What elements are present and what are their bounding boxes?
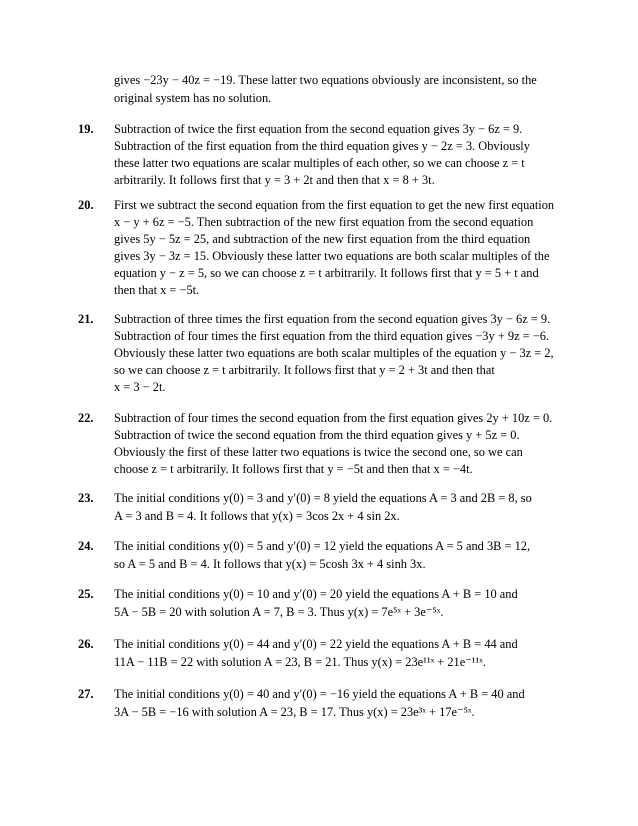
text-line: gives −23y − 40z = −19. These latter two equations obviously are inconsistent, so the xyxy=(114,73,537,87)
text-line: then that x = −5t. xyxy=(114,283,200,297)
text-line: x − y + 6z = −5. Then subtraction of the new first equation from the second equation xyxy=(114,215,534,229)
text-line: gives 5y − 5z = 25, and subtraction of the new first equation from the third equation xyxy=(114,232,531,246)
text-line: 3A − 5B = −16 with solution A = 23, B = 17. Thus y(x) = 23e³ˣ + 17e⁻⁵ˣ. xyxy=(114,705,475,719)
problem-number: 19. xyxy=(78,122,94,136)
text-line: Subtraction of the first equation from the third equation gives y − 2z = 3. Obviously xyxy=(114,139,530,153)
text-line: so A = 5 and B = 4. It follows that y(x) = 5cosh 3x + 4 sinh 3x. xyxy=(114,557,426,571)
text-line: so we can choose z = t arbitrarily. It follows first that y = 2 + 3t and then that xyxy=(114,363,495,377)
text-line: First we subtract the second equation from the first equation to get the new first equation xyxy=(114,198,555,212)
text-line: Subtraction of twice the second equation from the third equation gives y + 5z = 0. xyxy=(114,428,520,442)
text-line: The initial conditions y(0) = 40 and y′(0) = −16 yield the equations A + B = 40 and xyxy=(114,687,525,701)
text-line: gives 3y − 3z = 15. Obviously these latter two equations are both scalar multiples of the xyxy=(114,249,550,263)
text-line: Subtraction of three times the first equation from the second equation gives 3y − 6z = 9. xyxy=(114,312,551,326)
text-line: 11A − 11B = 22 with solution A = 23, B = 21. Thus y(x) = 23e¹¹ˣ + 21e⁻¹¹ˣ. xyxy=(114,655,486,669)
text-line: choose z = t arbitrarily. It follows first that y = −5t and then that x = −4t. xyxy=(114,462,473,476)
problem-number: 27. xyxy=(78,687,94,701)
text-line: Subtraction of four times the second equation from the first equation gives 2y + 10z = 0. xyxy=(114,411,553,425)
text-line: The initial conditions y(0) = 10 and y′(0) = 20 yield the equations A + B = 10 and xyxy=(114,587,518,601)
problem-number: 26. xyxy=(78,637,94,651)
text-line: The initial conditions y(0) = 44 and y′(0) = 22 yield the equations A + B = 44 and xyxy=(114,637,518,651)
text-line: original system has no solution. xyxy=(114,91,272,105)
text-line: The initial conditions y(0) = 5 and y′(0) = 12 yield the equations A = 5 and 3B = 12, xyxy=(114,539,531,553)
text-line: A = 3 and B = 4. It follows that y(x) = 3cos 2x + 4 sin 2x. xyxy=(114,509,400,523)
text-line: Subtraction of twice the first equation from the second equation gives 3y − 6z = 9. xyxy=(114,122,523,136)
problem-number: 20. xyxy=(78,198,94,212)
text-line: Subtraction of four times the first equation from the third equation gives −3y + 9z = −6. xyxy=(114,329,550,343)
text-line: x = 3 − 2t. xyxy=(114,380,166,394)
text-line: equation y − z = 5, so we can choose z = t arbitrarily. It follows first that y = 5 + t and xyxy=(114,266,539,280)
text-line: Obviously these latter two equations are both scalar multiples of the equation y − 3z = 2, xyxy=(114,346,554,360)
problem-number: 23. xyxy=(78,491,94,505)
text-line: The initial conditions y(0) = 3 and y′(0) = 8 yield the equations A = 3 and 2B = 8, so xyxy=(114,491,532,505)
text-line: these latter two equations are scalar multiples of each other, so we can choose z = t xyxy=(114,156,525,170)
problem-number: 22. xyxy=(78,411,94,425)
problem-number: 25. xyxy=(78,587,94,601)
problem-number: 24. xyxy=(78,539,94,553)
problem-number: 21. xyxy=(78,312,94,326)
text-line: 5A − 5B = 20 with solution A = 7, B = 3. Thus y(x) = 7e⁵ˣ + 3e⁻⁵ˣ. xyxy=(114,605,444,619)
text-line: arbitrarily. It follows first that y = 3 + 2t and then that x = 8 + 3t. xyxy=(114,173,435,187)
text-line: Obviously the first of these latter two equations is twice the second one, so we can xyxy=(114,445,523,459)
